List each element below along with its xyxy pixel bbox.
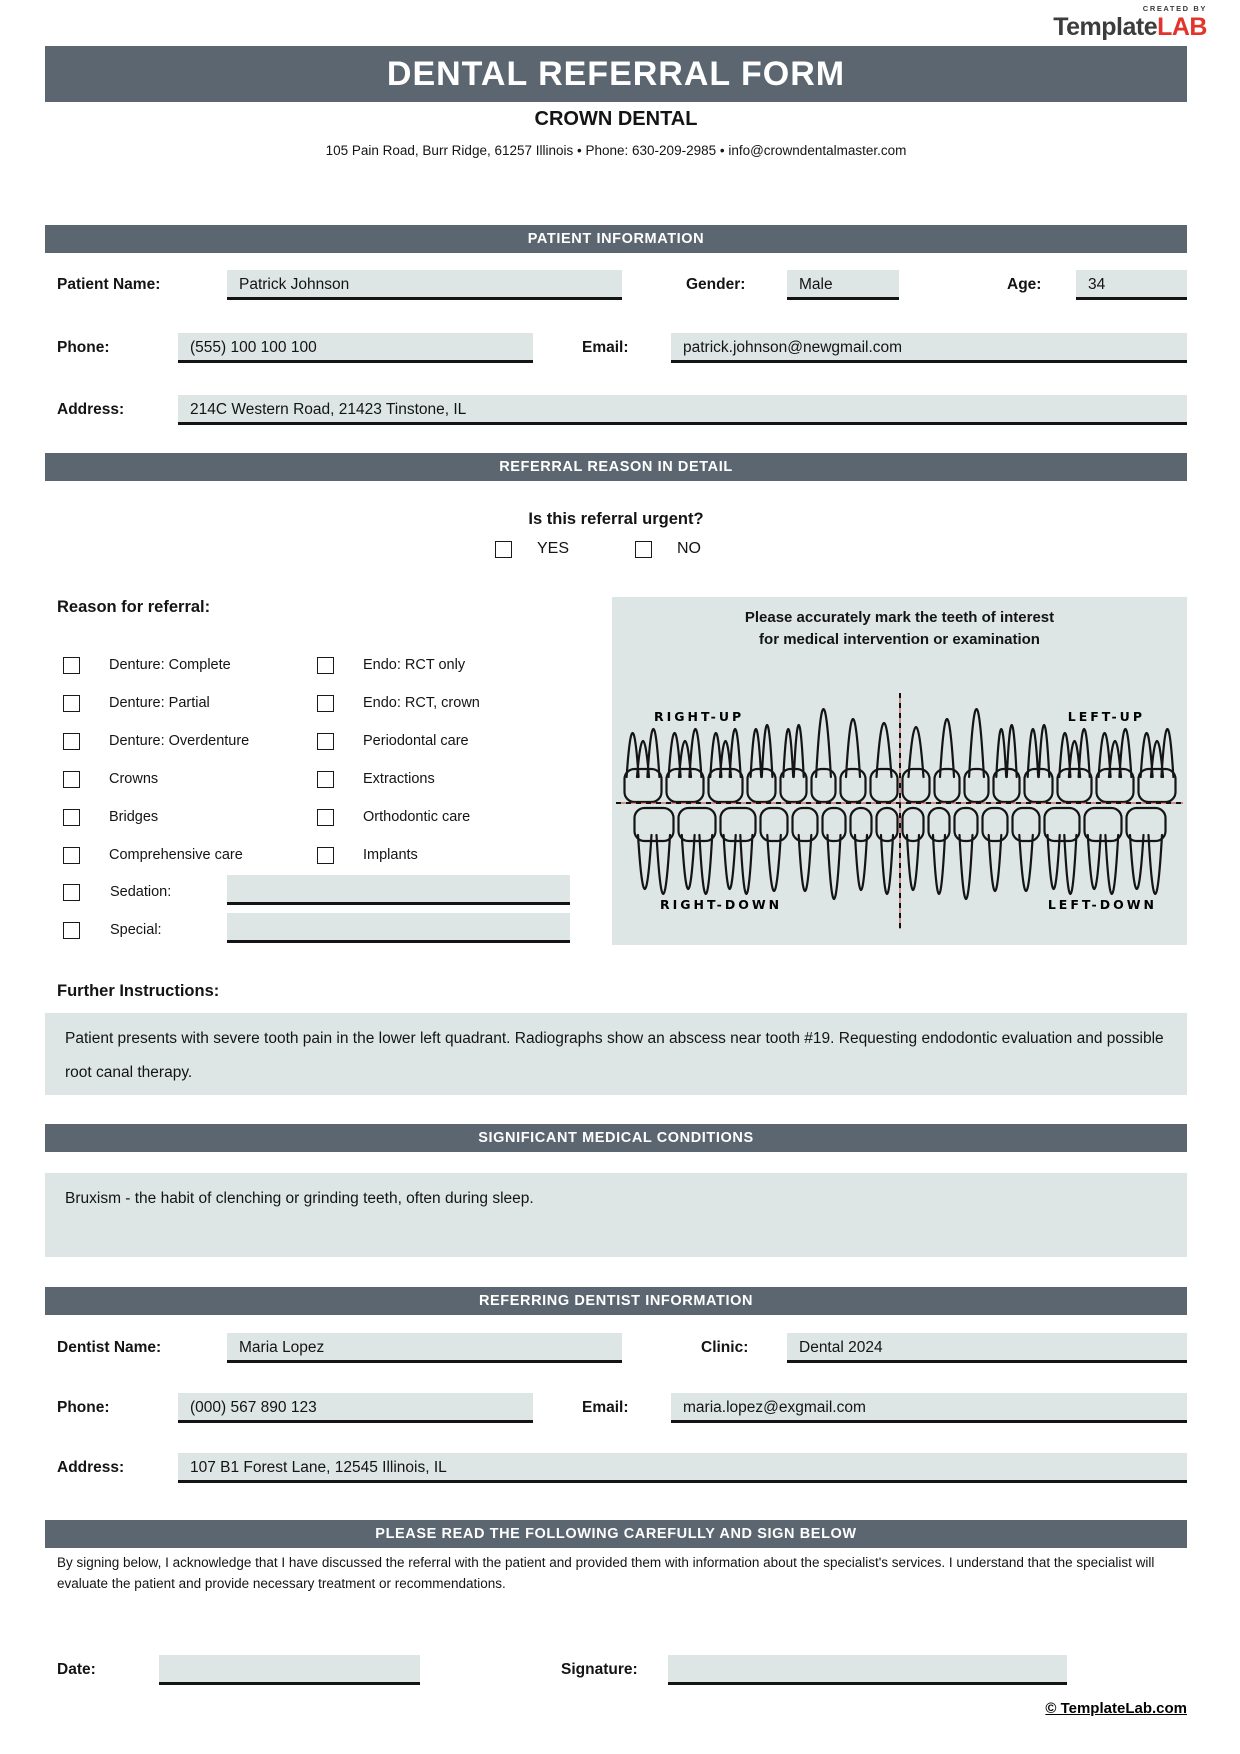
gender-field[interactable]: Male xyxy=(787,270,899,300)
patient-email-field[interactable]: patrick.johnson@newgmail.com xyxy=(671,333,1187,363)
reason-label: Bridges xyxy=(109,809,159,825)
reason-checkbox-item xyxy=(63,722,249,760)
quadrant-label-left-down: LEFT-DOWN xyxy=(1047,897,1157,912)
reason-label: Comprehensive care xyxy=(109,847,243,863)
reason-label: Periodontal care xyxy=(363,733,469,749)
urgent-yes-label: YES xyxy=(537,540,570,557)
logo-brand-text: TemplateLAB xyxy=(1053,12,1207,41)
reason-checkbox-item xyxy=(317,836,480,874)
date-label: Date: xyxy=(57,1661,96,1678)
urgent-no-checkbox[interactable] xyxy=(635,541,652,558)
gender-label: Gender: xyxy=(686,276,746,293)
dentist-address-field[interactable]: 107 B1 Forest Lane, 12545 Illinois, IL xyxy=(178,1453,1187,1483)
quadrant-label-right-down: RIGHT-DOWN xyxy=(660,897,783,912)
reason-checkbox[interactable] xyxy=(317,771,334,788)
age-label: Age: xyxy=(1007,276,1042,293)
dentist-phone-field[interactable]: (000) 567 890 123 xyxy=(178,1393,533,1423)
sedation-checkbox[interactable] xyxy=(63,884,80,901)
logo-created-by-text: CREATED BY xyxy=(1142,4,1207,13)
dentist-email-field[interactable]: maria.lopez@exgmail.com xyxy=(671,1393,1187,1423)
special-label: Special: xyxy=(110,922,162,938)
reason-checkbox-item xyxy=(317,722,480,760)
form-title: DENTAL REFERRAL FORM xyxy=(45,46,1187,102)
patient-name-field[interactable]: Patrick Johnson xyxy=(227,270,622,300)
patient-address-label: Address: xyxy=(57,401,125,418)
reason-checkbox-item xyxy=(63,646,249,684)
reason-checkbox[interactable] xyxy=(63,809,80,826)
quadrant-label-right-up: RIGHT-UP xyxy=(654,709,745,724)
reason-checkbox[interactable] xyxy=(63,657,80,674)
section-header-sign-below: PLEASE READ THE FOLLOWING CAREFULLY AND SIGN BELOW xyxy=(45,1520,1187,1548)
special-field[interactable] xyxy=(227,913,570,943)
reason-checkbox-item xyxy=(63,684,249,722)
signature-disclaimer-text: By signing below, I acknowledge that I have discussed the referral with the patient and provided them with information about the specialist's services. I understand that the specialist will evaluate the patient and provide necessary treatment or recommendations. xyxy=(57,1555,1155,1591)
reason-checkbox-column-1 xyxy=(63,646,249,874)
patient-email-label: Email: xyxy=(582,339,629,356)
reason-checkbox[interactable] xyxy=(63,733,80,750)
date-field[interactable] xyxy=(159,1655,420,1685)
reason-checkbox[interactable] xyxy=(317,733,334,750)
dentist-phone-label: Phone: xyxy=(57,1399,110,1416)
dentist-clinic-label: Clinic: xyxy=(701,1339,749,1356)
clinic-contact-line: 105 Pain Road, Burr Ridge, 61257 Illinois • Phone: 630-209-2985 • info@crowndentalmaster.com xyxy=(325,143,907,158)
urgent-question: Is this referral urgent? xyxy=(528,510,704,528)
reason-label: Extractions xyxy=(363,771,435,787)
reason-label: Denture: Complete xyxy=(109,657,231,673)
dentist-address-label: Address: xyxy=(57,1459,125,1476)
clinic-name: CROWN DENTAL xyxy=(534,108,698,130)
further-instructions-field[interactable]: Patient presents with severe tooth pain in the lower left quadrant. Radiographs show an abscess near tooth #19. Requesting endodontic evaluation and possible root canal therapy. xyxy=(45,1013,1187,1095)
reason-checkbox-item xyxy=(317,684,480,722)
reason-checkbox[interactable] xyxy=(317,809,334,826)
sedation-label: Sedation: xyxy=(110,884,172,900)
patient-phone-field[interactable]: (555) 100 100 100 xyxy=(178,333,533,363)
reason-label: Endo: RCT only xyxy=(363,657,466,673)
reason-label: Implants xyxy=(363,847,418,863)
reason-checkbox-item xyxy=(63,760,249,798)
templatelab-logo xyxy=(1053,5,1207,40)
patient-name-label: Patient Name: xyxy=(57,276,161,293)
reason-checkbox-item xyxy=(63,836,249,874)
teeth-marking-panel xyxy=(612,597,1187,945)
templatelab-credit-link[interactable]: © TemplateLab.com xyxy=(1045,1700,1187,1717)
dentist-email-label: Email: xyxy=(582,1399,629,1416)
reason-checkbox-item xyxy=(317,646,480,684)
dentist-name-field[interactable]: Maria Lopez xyxy=(227,1333,622,1363)
section-header-referring-dentist: REFERRING DENTIST INFORMATION xyxy=(45,1287,1187,1315)
reason-label: Endo: RCT, crown xyxy=(363,695,480,711)
reason-checkbox-item xyxy=(63,798,249,836)
reason-checkbox[interactable] xyxy=(317,695,334,712)
teeth-panel-title: Please accurately mark the teeth of interest for medical intervention or examination xyxy=(744,609,1055,648)
reason-checkbox[interactable] xyxy=(317,847,334,864)
urgent-yes-checkbox[interactable] xyxy=(495,541,512,558)
urgent-no-label: NO xyxy=(677,540,701,557)
section-header-referral-reason: REFERRAL REASON IN DETAIL xyxy=(45,453,1187,481)
reason-label: Orthodontic care xyxy=(363,809,471,825)
patient-phone-label: Phone: xyxy=(57,339,110,356)
reason-checkbox[interactable] xyxy=(63,847,80,864)
reason-checkbox[interactable] xyxy=(63,695,80,712)
special-checkbox[interactable] xyxy=(63,922,80,939)
reason-for-referral-heading: Reason for referral: xyxy=(57,598,211,616)
quadrant-label-left-up: LEFT-UP xyxy=(1067,709,1145,724)
reason-checkbox-item xyxy=(317,798,480,836)
sedation-field[interactable] xyxy=(227,875,570,905)
signature-field[interactable] xyxy=(668,1655,1067,1685)
age-field[interactable]: 34 xyxy=(1076,270,1187,300)
section-header-patient-information: PATIENT INFORMATION xyxy=(45,225,1187,253)
reason-checkbox-column-2 xyxy=(317,646,480,874)
medical-conditions-field[interactable]: Bruxism - the habit of clenching or grinding teeth, often during sleep. xyxy=(45,1173,1187,1257)
logo-lab-text: LAB xyxy=(1157,12,1207,41)
signature-label: Signature: xyxy=(561,1661,638,1678)
teeth-chart-diagram[interactable] xyxy=(612,685,1187,937)
reason-label: Crowns xyxy=(109,771,159,787)
dentist-clinic-field[interactable]: Dental 2024 xyxy=(787,1333,1187,1363)
reason-checkbox[interactable] xyxy=(317,657,334,674)
dentist-name-label: Dentist Name: xyxy=(57,1339,162,1356)
patient-address-field[interactable]: 214C Western Road, 21423 Tinstone, IL xyxy=(178,395,1187,425)
reason-checkbox-item xyxy=(317,760,480,798)
reason-checkbox[interactable] xyxy=(63,771,80,788)
reason-label: Denture: Partial xyxy=(109,695,210,711)
further-instructions-heading: Further Instructions: xyxy=(57,982,220,1000)
section-header-medical-conditions: SIGNIFICANT MEDICAL CONDITIONS xyxy=(45,1124,1187,1152)
reason-label: Denture: Overdenture xyxy=(109,733,250,749)
